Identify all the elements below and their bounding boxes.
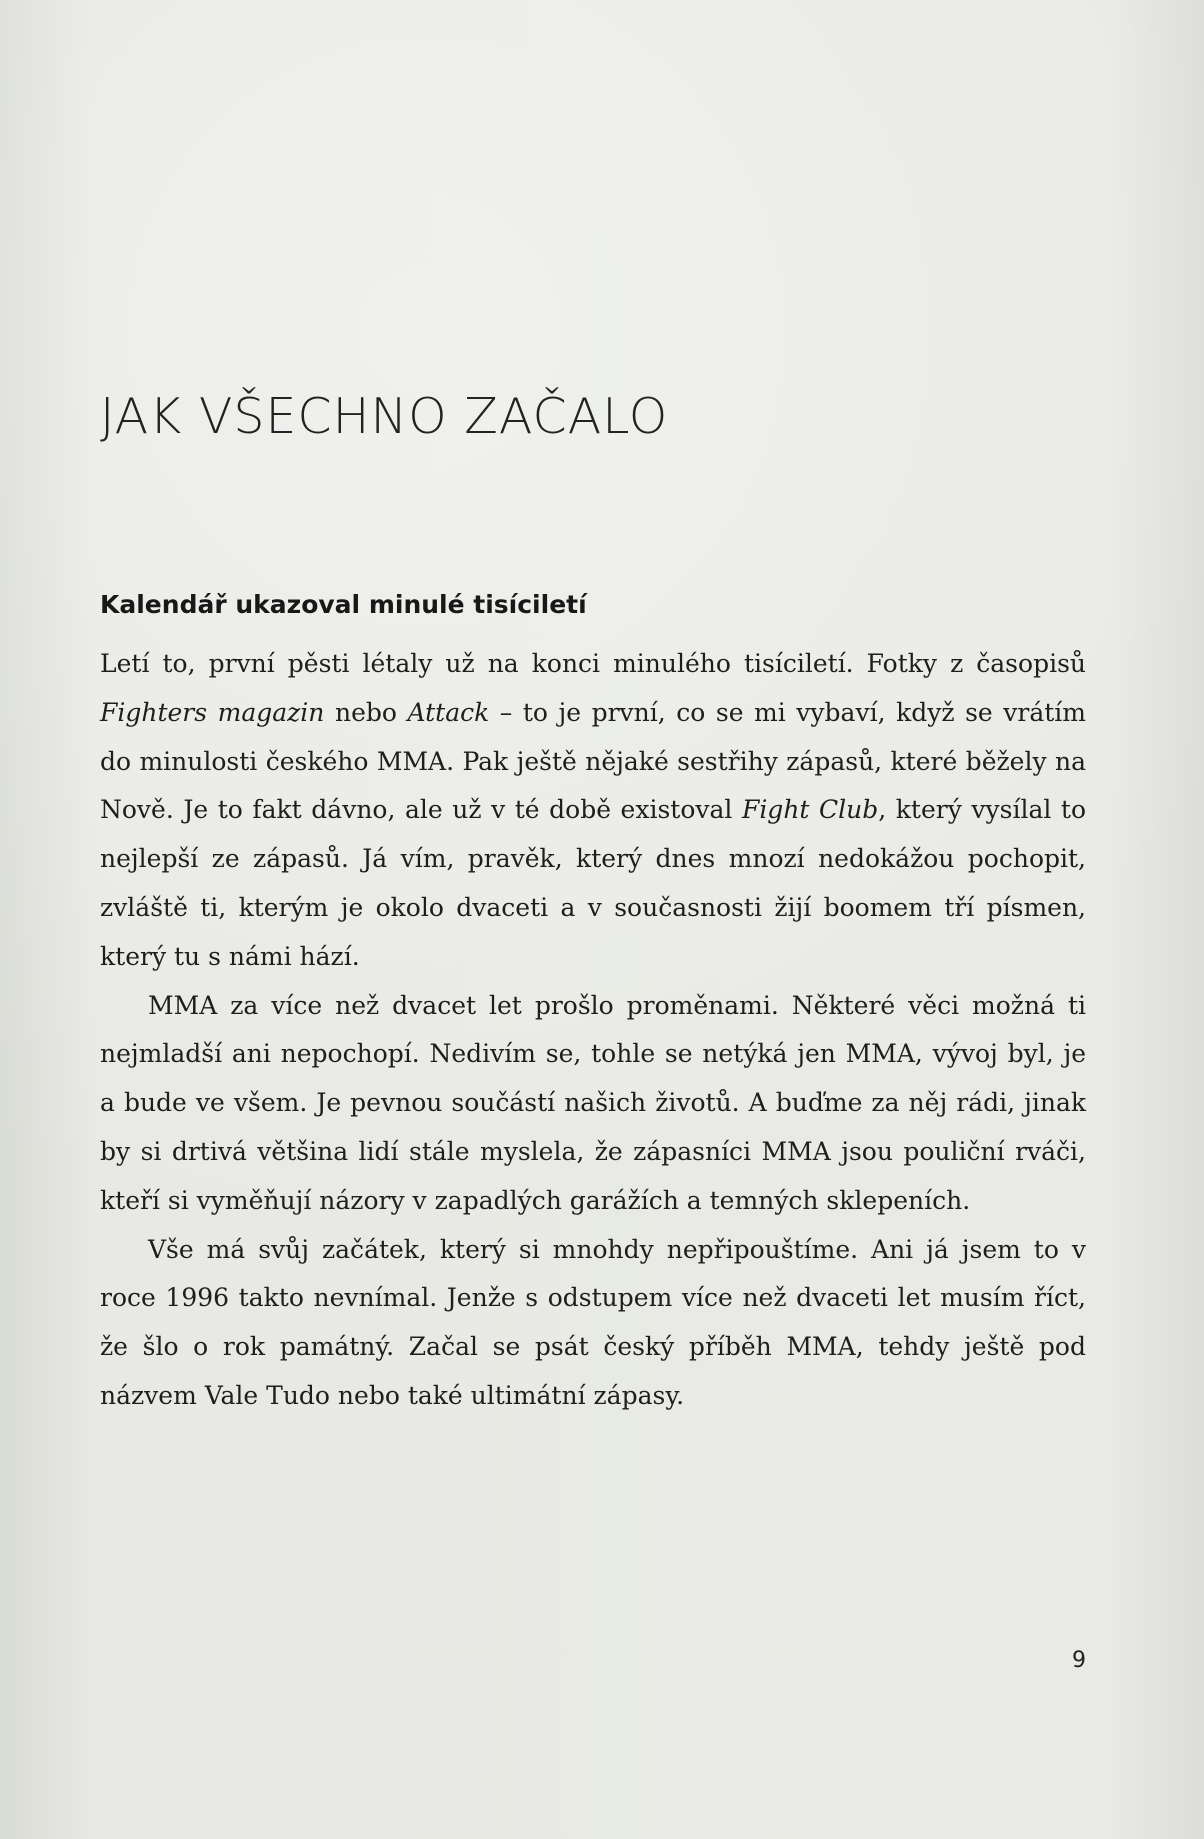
page-number: 9 bbox=[1072, 1648, 1086, 1673]
magazine-title-fighters: Fighters magazin bbox=[100, 697, 325, 727]
paragraph-3: Vše má svůj začátek, který si mnohdy nepřipouštíme. Ani já jsem to v roce 1996 takto nevnímal. Jenže s odstupem více než dvaceti let musím říct, že šlo o rok památný. Začal se psát český příběh MMA, tehdy ještě pod názvem Vale Tudo nebo také ultimátní zápasy. bbox=[100, 1234, 1086, 1410]
chapter-title: JAK VŠECHNO ZAČALO bbox=[100, 388, 669, 445]
paragraph-1 bbox=[100, 640, 1086, 982]
magazine-title-attack: Attack bbox=[407, 697, 490, 727]
section-subheading: Kalendář ukazoval minulé tisíciletí bbox=[100, 590, 587, 619]
paragraph-1-text-a: Letí to, první pěsti létaly už na konci minulého tisíciletí. Fotky z časopisů bbox=[100, 649, 1086, 678]
show-title-fight-club: Fight Club bbox=[741, 795, 879, 825]
paragraph-1-text-d: , který vysílal to nejlepší ze zápasů. Já vím, pravěk, který dnes mnozí nedokážou pochopit, zvláště ti, kterým je okolo dvaceti a v současnosti žijí boomem tří písmen, který tu s námi hází. bbox=[100, 795, 1087, 971]
body-text bbox=[100, 640, 1086, 1421]
paragraph-1-text-c: – to je první, co se mi vybaví, když se vrátím do minulosti českého MMA. Pak ještě nějaké sestřihy zápasů, které běžely na Nově. Je to fakt dávno, ale už v té době existoval bbox=[100, 697, 1086, 825]
paragraph-2: MMA za více než dvacet let prošlo proměnami. Některé věci možná ti nejmladší ani nepochopí. Nedivím se, tohle se netýká jen MMA, vývoj byl, je a bude ve všem. Je pevnou součástí našich životů. A buďme za něj rádi, jinak by si drtivá většina lidí stále myslela, že zápasníci MMA jsou pouliční rváči, kteří si vyměňují názory v zapadlých garážích a temných sklepeních. bbox=[100, 990, 1086, 1215]
paragraph-1-text-b: nebo bbox=[324, 697, 408, 727]
